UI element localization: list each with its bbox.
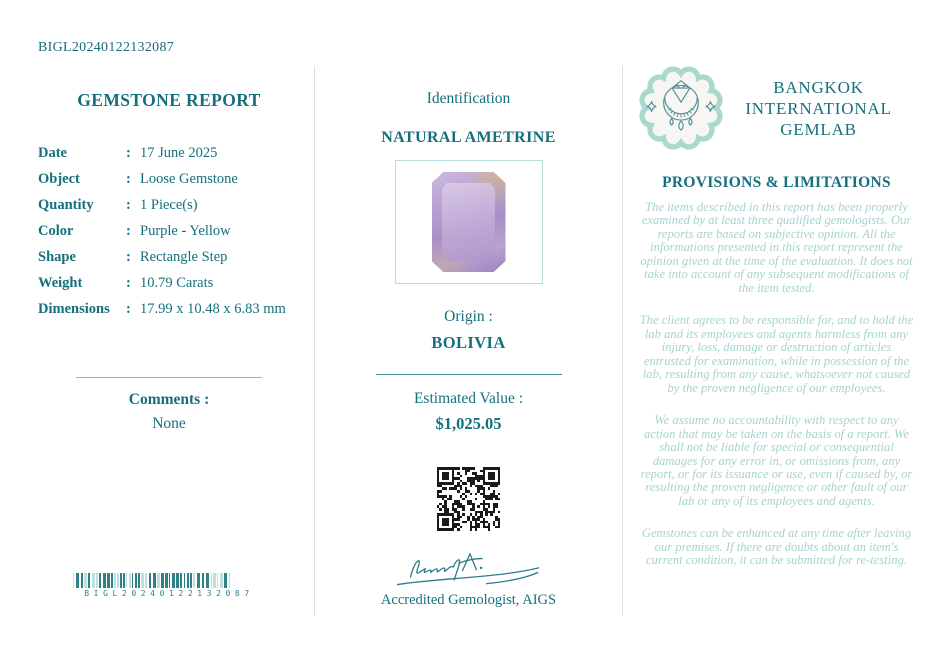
- qr-code: [437, 467, 501, 531]
- gemlab-logo-icon: [639, 66, 723, 150]
- field-value: Purple - Yellow: [140, 223, 231, 239]
- lab-name-line: BANGKOK: [773, 77, 864, 97]
- origin-label: Origin :: [444, 308, 493, 325]
- lab-column: [623, 62, 940, 620]
- identification-heading: Identification: [426, 90, 511, 107]
- field-value: Loose Gemstone: [140, 171, 238, 187]
- field-label: Date: [38, 145, 67, 161]
- field-colon: :: [126, 145, 131, 161]
- field-label: Weight: [38, 275, 83, 291]
- provision-paragraph-1: The items described in this report has been properly examined by at least three qualified gemologists. Our reports are based on subjective opinion. All the informations presented in this report represent the opinion given at the time of the evaluation. It does not take into account of any subsequent modifications of the item tested.: [640, 200, 913, 295]
- field-label: Dimensions: [38, 301, 110, 317]
- value-divider: [376, 374, 562, 375]
- certificate-columns: [0, 62, 940, 620]
- lab-name-line: GEMLAB: [780, 119, 857, 139]
- lab-name-line: INTERNATIONAL: [745, 98, 892, 118]
- identification-column: [315, 62, 622, 620]
- signature: [315, 540, 622, 590]
- field-row-object: [38, 171, 300, 188]
- field-value: 10.79 Carats: [140, 275, 214, 291]
- barcode-stripes: [73, 573, 265, 588]
- field-label: Object: [38, 171, 80, 187]
- provision-paragraph-4: Gemstones can be enhanced at any time after leaving our premises. If there are doubts about an item's current condition, it can be submitted for re-testing.: [641, 526, 912, 568]
- report-id: BIGL20240122132087: [38, 40, 175, 55]
- provisions-title: PROVISIONS & LIMITATIONS: [662, 174, 891, 191]
- field-colon: :: [126, 301, 131, 317]
- field-colon: :: [126, 197, 131, 213]
- field-colon: :: [126, 223, 131, 239]
- report-fields: [38, 145, 300, 327]
- field-value: 17 June 2025: [140, 145, 218, 161]
- field-row-date: [38, 145, 300, 162]
- gem-name: NATURAL AMETRINE: [381, 129, 556, 146]
- report-title: GEMSTONE REPORT: [77, 90, 261, 110]
- field-value: 17.99 x 10.48 x 6.83 mm: [140, 301, 286, 317]
- field-colon: :: [126, 249, 131, 265]
- comments-label: Comments :: [128, 391, 210, 408]
- field-colon: :: [126, 171, 131, 187]
- comments-divider: [76, 377, 262, 378]
- gem-photo-frame: [395, 160, 543, 284]
- signature-strokes: [384, 540, 554, 592]
- provision-paragraph-2: The client agrees to be responsible for, and to hold the lab and its employees and agents harmless from any injury, loss, damage or destruction of articles entrusted for examination, while in possession of the lab, resulting from any cause, whatsoever not caused by the proven negligence of our employees.: [639, 313, 914, 395]
- comments-value: None: [152, 415, 186, 432]
- report-column: [0, 62, 314, 620]
- barcode-text: BIGL20240122132087: [84, 589, 254, 598]
- field-row-shape: [38, 249, 300, 266]
- lab-header: [639, 66, 914, 150]
- gemstone-photo: [432, 172, 506, 272]
- field-row-color: [38, 223, 300, 240]
- field-label: Shape: [38, 249, 76, 265]
- estimated-value-label: Estimated Value :: [413, 390, 524, 407]
- field-row-dimensions: [38, 301, 300, 318]
- field-row-weight: [38, 275, 300, 292]
- field-label: Color: [38, 223, 74, 239]
- field-row-quantity: [38, 197, 300, 214]
- gemologist-credential: Accredited Gemologist, AIGS: [380, 592, 557, 608]
- field-label: Quantity: [38, 197, 94, 213]
- origin-value: BOLIVIA: [431, 333, 506, 352]
- gemstone-table-facet: [442, 183, 495, 261]
- lab-name: [723, 77, 914, 140]
- field-colon: :: [126, 275, 131, 291]
- provision-paragraph-3: We assume no accountability with respect to any action that may be taken on the basis of a report. We shall not be liable for special or consequential damages for any error in, or omissions from, any report, or for its issuance or use, even if caused by, or resulting the proven negligence or other fault of our lab or any of its employees and agents.: [640, 413, 913, 508]
- barcode: [73, 573, 265, 598]
- field-value: Rectangle Step: [140, 249, 228, 265]
- estimated-value-amount: $1,025.05: [435, 414, 502, 433]
- field-value: 1 Piece(s): [140, 197, 198, 213]
